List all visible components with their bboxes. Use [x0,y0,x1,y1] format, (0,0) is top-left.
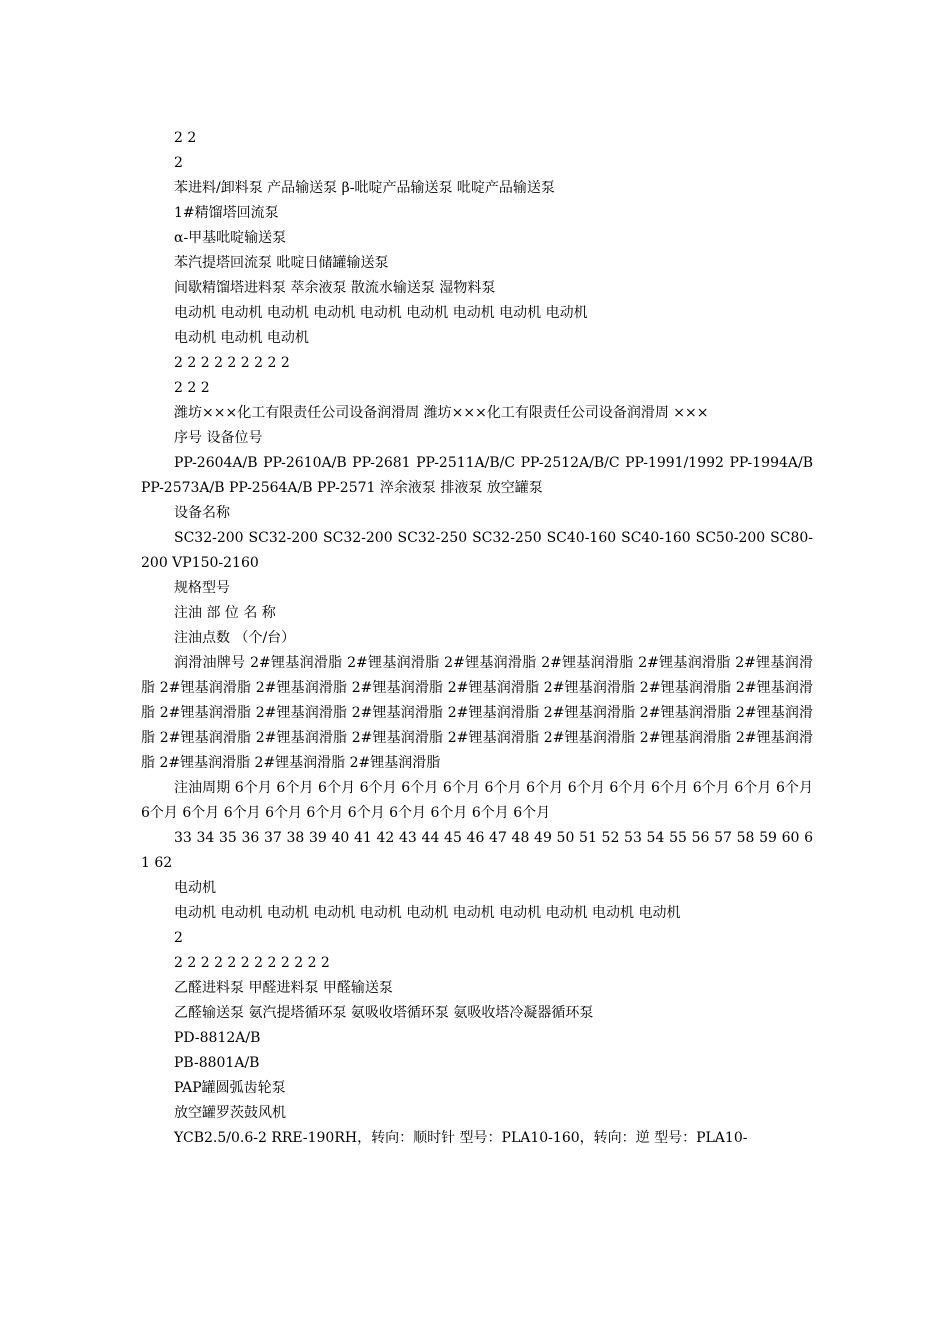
text-line: 苯汽提塔回流泵 吡啶日储罐输送泵 [174,255,389,271]
text-line: PD-8812A/B [174,1030,261,1046]
text-line: 电动机 [174,880,216,896]
text-line: 2 [174,155,183,171]
text-line: 乙醛进料泵 甲醛进料泵 甲醛输送泵 [174,980,393,996]
text-line: α-甲基吡啶输送泵 [174,230,287,246]
lubricant-paragraph: 润滑油牌号 2#锂基润滑脂 2#锂基润滑脂 2#锂基润滑脂 2#锂基润滑脂 2#锂基润滑脂 2#锂基润滑脂 2#锂基润滑脂 2#锂基润滑脂 2#锂基润滑脂 2#锂基润滑脂 2#锂基润滑脂 2#锂基润滑脂 2#锂基润滑脂 2#锂基润滑脂 2#锂基润滑脂 2#锂基润滑脂 2#锂基润滑脂 2#锂基润滑脂 2#锂基润滑脂 2#锂基润滑脂 2#锂基润滑脂 2#锂基润滑脂 2#锂基润滑脂 2#锂基润滑脂 2#锂基润滑脂 2#锂基润滑脂 2#锂基润滑脂 2#锂基润滑脂 2#锂基润滑脂 2#锂基润滑脂 [141,655,813,771]
text-line: 乙醛输送泵 氨汽提塔循环泵 氨吸收塔循环泵 氨吸收塔冷凝器循环泵 [174,1005,594,1021]
text-line: 注油点数 （个/台） [174,630,296,646]
text-line: YCB2.5/0.6-2 RRE-190RH，转向：顺时针 型号：PLA10-160，转向：逆 型号：PLA10- [174,1130,748,1146]
text-line: 序号 设备位号 [174,430,263,446]
text-line: 苯进料/卸料泵 产品输送泵 β-吡啶产品输送泵 吡啶产品输送泵 [174,180,555,196]
text-line: 2 [174,930,183,946]
model-paragraph: SC32-200 SC32-200 SC32-200 SC32-250 SC32-250 SC40-160 SC40-160 SC50-200 SC80-200 VP150-2160 [141,530,813,571]
text-line: 2 2 [174,130,197,146]
text-line: 电动机 电动机 电动机 [174,330,309,346]
text-line: PB-8801A/B [174,1055,260,1071]
text-line: 2 2 2 2 2 2 2 2 2 [174,355,290,371]
text-line: 2 2 2 2 2 2 2 2 2 2 2 2 [174,955,330,971]
text-line: 注油 部 位 名 称 [174,605,276,621]
text-line: PAP罐圆弧齿轮泵 [174,1080,286,1096]
text-line: 放空罐罗茨鼓风机 [174,1105,286,1121]
text-line: 电动机 电动机 电动机 电动机 电动机 电动机 电动机 电动机 电动机 电动机 电动机 [174,905,681,921]
lubrication-cycle-paragraph: 注油周期 6个月 6个月 6个月 6个月 6个月 6个月 6个月 6个月 6个月 6个月 6个月 6个月 6个月 6个月 6个月 6个月 6个月 6个月 6个月 6个月 6个月 6个月 6个月 6个月 [141,780,813,821]
serial-number-paragraph: 33 34 35 36 37 38 39 40 41 42 43 44 45 46 47 48 49 50 51 52 53 54 55 56 57 58 59 60 61 62 [141,830,813,871]
company-title-paragraph: 潍坊×××化工有限责任公司设备润滑周 潍坊×××化工有限责任公司设备润滑周 ××× [174,405,709,421]
document-page [141,126,813,1151]
text-line: 间歇精馏塔进料泵 萃余液泵 散流水输送泵 湿物料泵 [174,280,496,296]
text-line: 电动机 电动机 电动机 电动机 电动机 电动机 电动机 电动机 电动机 [174,305,588,321]
text-line: 设备名称 [174,505,230,521]
text-line: 规格型号 [174,580,230,596]
text-line: 2 2 2 [174,380,210,396]
text-line: 1#精馏塔回流泵 [174,205,279,221]
equipment-tag-paragraph: PP-2604A/B PP-2610A/B PP-2681 PP-2511A/B/C PP-2512A/B/C PP-1991/1992 PP-1994A/B PP-2573A/B PP-2564A/B PP-2571 淬余液泵 排液泵 放空罐泵 [141,455,813,496]
